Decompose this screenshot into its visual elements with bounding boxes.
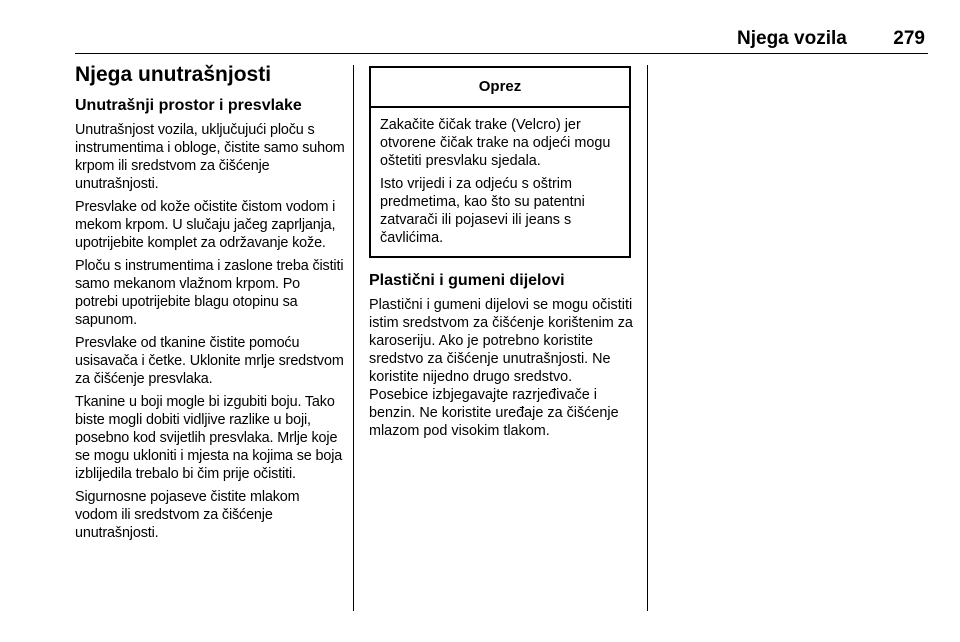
caution-paragraph-2: Isto vrijedi i za odjeću s oštrim predmetima, kao što su patentni zatvarači ili pojasevi ili jeans s čavlićima. [380,176,585,246]
interior-paragraph-6: Sigurnosne pojaseve čistite mlakom vodom ili sredstvom za čišćenje unutrašnjosti. [75,489,300,541]
interior-paragraph-3: Ploču s instrumentima i zaslone treba čistiti samo mekanom vlažnom krpom. Po potrebi upotrijebite blagu otopinu sa sapunom. [75,258,344,328]
section-title: Njega vozila [737,28,847,49]
plastic-paragraph-1: Plastični i gumeni dijelovi se mogu očistiti istim sredstvom za čišćenje korištenim za karoseriju. Ako je potrebno koristite sredstvo za čišćenje unutrašnjosti. Ne koristite nijedno drugo sredstvo. Posebice izbjegavajte razrjeđivače i benzin. Ne koristite uređaje za čišćenje mlazom pod visokim tlakom. [369,297,633,439]
page-title: Njega unutrašnjosti [75,63,272,86]
plastic-heading: Plastični i gumeni dijelovi [369,272,565,289]
page-header [737,28,927,52]
interior-paragraph-2: Presvlake od kože očistite čistom vodom i mekom krpom. U slučaju jačeg zaprljanja, upotrijebite komplet za održavanje kože. [75,199,336,251]
caution-heading: Oprez [371,68,629,108]
column-divider-1 [353,65,354,611]
column-divider-2 [647,65,648,611]
caution-box [369,66,631,258]
middle-column [369,66,635,445]
interior-paragraph-4: Presvlake od tkanine čistite pomoću usisavača i četke. Uklonite mrlje sredstvom za čišćenje presvlaka. [75,335,344,387]
interior-paragraph-1: Unutrašnjost vozila, uključujući ploču s instrumentima i obloge, čistite samo suhom krpom ili sredstvom za čišćenje unutrašnjosti. [75,122,345,192]
caution-paragraph-1: Zakačite čičak trake (Velcro) jer otvorene čičak trake na odjeći mogu oštetiti presvlaku sjedala. [380,117,611,169]
interior-paragraph-5: Tkanine u boji mogle bi izgubiti boju. Tako biste mogli dobiti vidljive razlike u boji, posebno kod svijetlih presvlaka. Mrlje koje se mogu ukloniti i mjesta na kojima se boja izblijedila trebalo bi čim prije očistiti. [75,394,343,482]
left-column [75,62,345,547]
page-number: 279 [893,28,925,49]
header-divider [75,53,928,54]
interior-heading: Unutrašnji prostor i presvlake [75,97,302,114]
caution-body [371,108,629,256]
